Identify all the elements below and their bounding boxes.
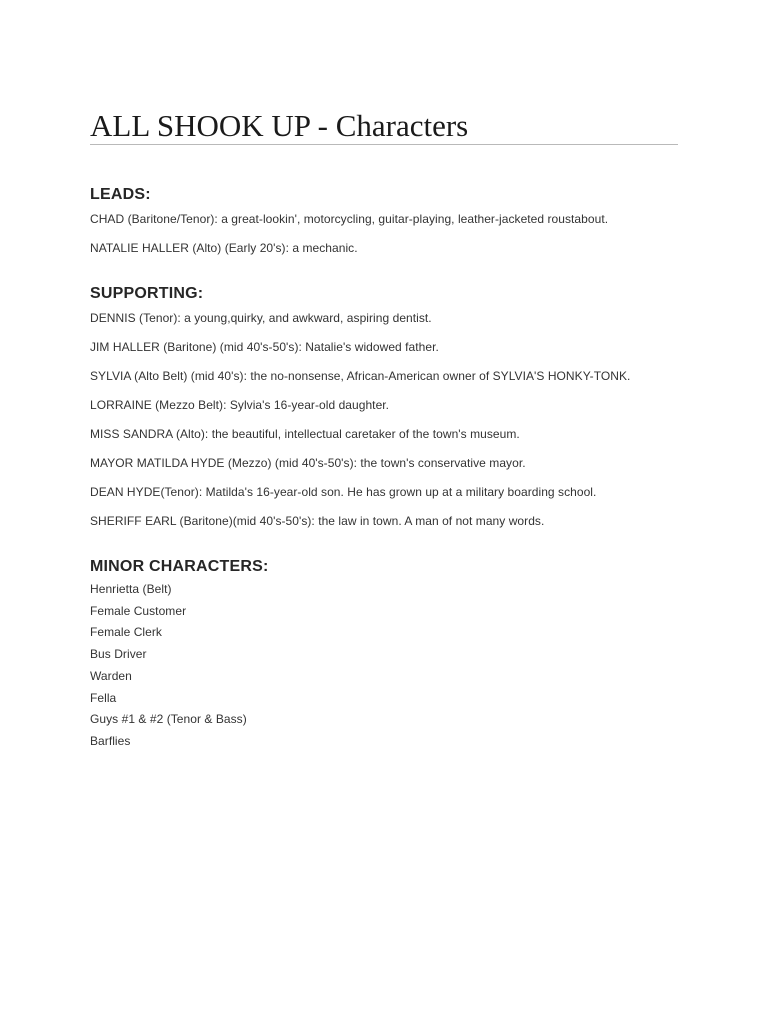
character-entry: SYLVIA (Alto Belt) (mid 40's): the no-nonsense, African-American owner of SYLVIA'S HONKY-TONK. — [90, 369, 631, 383]
minor-character-item: Female Clerk — [90, 625, 162, 640]
minor-character-item: Fella — [90, 690, 117, 705]
supporting-heading: SUPPORTING: — [90, 285, 204, 302]
minor-character-item: Barflies — [90, 733, 131, 748]
title-divider — [90, 144, 678, 145]
character-entry: NATALIE HALLER (Alto) (Early 20's): a mechanic. — [90, 241, 358, 255]
character-entry: CHAD (Baritone/Tenor): a great-lookin', motorcycling, guitar-playing, leather-jacketed roustabout. — [90, 212, 609, 226]
section-leads — [90, 185, 678, 259]
section-supporting — [90, 284, 678, 532]
character-entry: MISS SANDRA (Alto): the beautiful, intellectual caretaker of the town's museum. — [90, 427, 520, 441]
character-entry: DEAN HYDE(Tenor): Matilda's 16-year-old son. He has grown up at a military boarding school. — [90, 485, 597, 499]
minor-character-item: Warden — [90, 668, 132, 683]
document-title: ALL SHOOK UP - Characters — [90, 108, 469, 143]
character-entry: LORRAINE (Mezzo Belt): Sylvia's 16-year-old daughter. — [90, 398, 390, 412]
minor-character-item: Henrietta (Belt) — [90, 582, 172, 596]
minor-character-item: Bus Driver — [90, 647, 147, 662]
character-entry: DENNIS (Tenor): a young,quirky, and awkward, aspiring dentist. — [90, 311, 432, 325]
minor-character-item: Female Customer — [90, 603, 187, 618]
document-page — [90, 108, 678, 753]
section-minor-characters — [90, 557, 678, 753]
character-entry: MAYOR MATILDA HYDE (Mezzo) (mid 40's-50's): the town's conservative mayor. — [90, 456, 526, 470]
minor-character-item: Guys #1 & #2 (Tenor & Bass) — [90, 712, 247, 727]
character-entry: JIM HALLER (Baritone) (mid 40's-50's): Natalie's widowed father. — [90, 340, 439, 354]
minor-characters-heading: MINOR CHARACTERS: — [90, 558, 269, 575]
leads-heading: LEADS: — [90, 186, 151, 203]
character-entry: SHERIFF EARL (Baritone)(mid 40's-50's): the law in town. A man of not many words. — [90, 514, 545, 528]
